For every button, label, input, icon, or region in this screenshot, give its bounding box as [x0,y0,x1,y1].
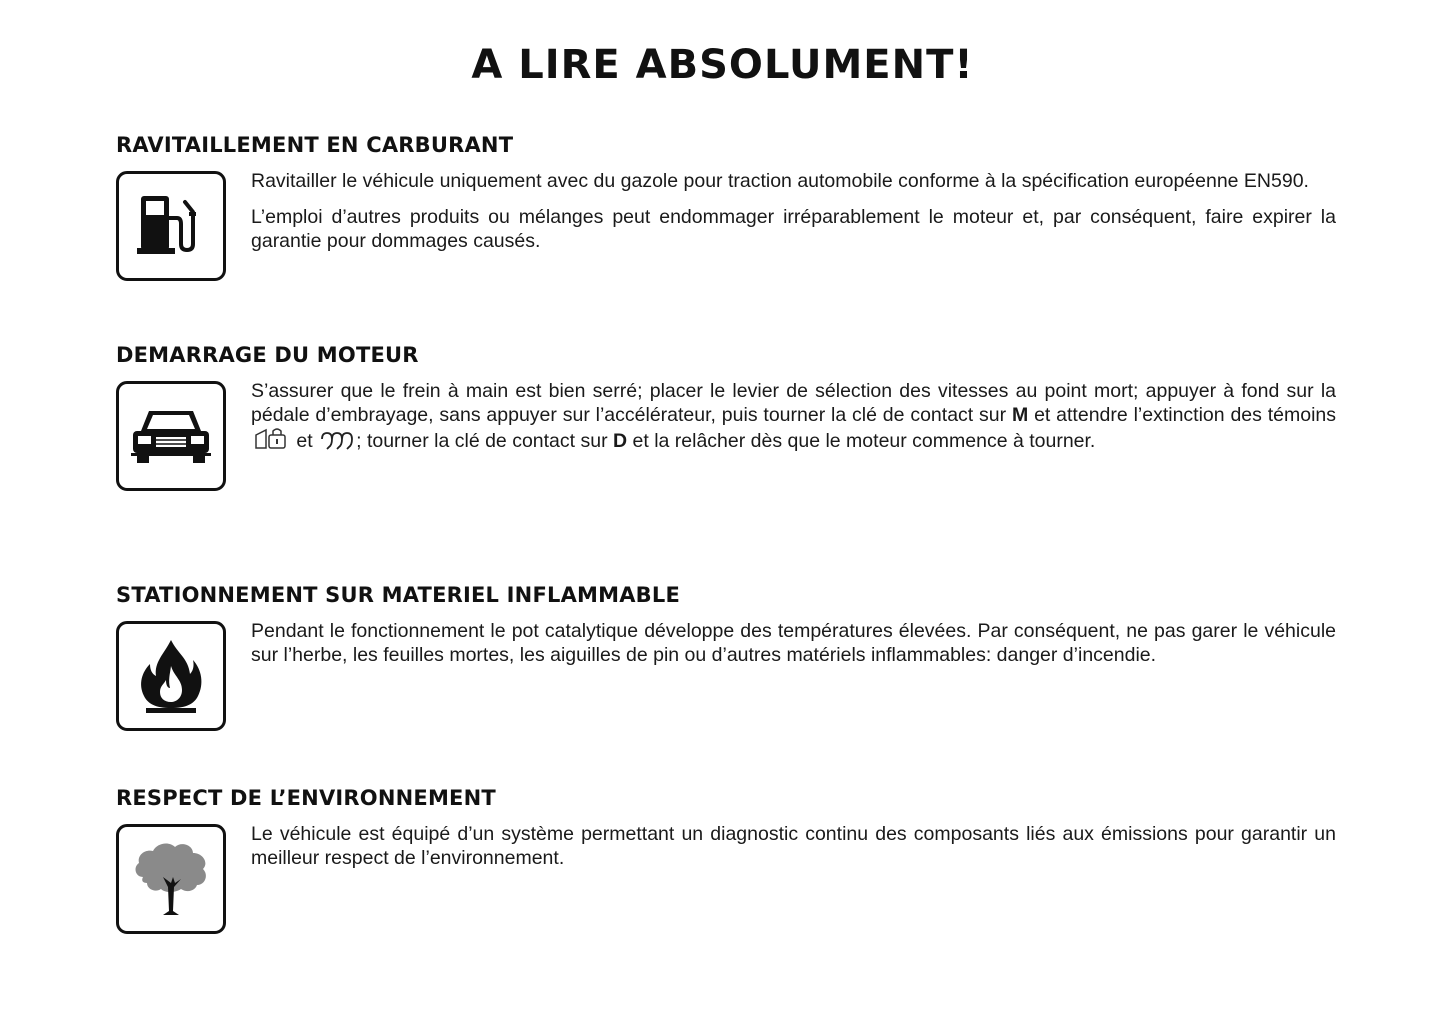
glow-plug-icon [320,431,354,457]
immobilizer-warning-icon [253,427,289,457]
section-body [251,379,1336,469]
page-title: A LIRE ABSOLUMENT! [471,42,974,88]
section-heading: DEMARRAGE DU MOTEUR [116,343,419,367]
section-heading: STATIONNEMENT SUR MATERIEL INFLAMMABLE [116,583,680,607]
section-engine-start [116,341,1338,452]
section-environment [116,784,1338,869]
paragraph: S’assurer que le frein à main est bien serré; placer le levier de sélection des vitesses au point mort; appuyer à fond sur la pédale d’embrayage, sans appuyer sur l’accélérateur, puis tourner la clé de contact sur M et attendre l’extinction des témoins et ; tourner la clé de contact sur D et la relâcher dès que le moteur commence à tourner. [251,379,1336,457]
car-front-icon [116,381,226,491]
section-body [251,822,1336,882]
section-flammable-parking [116,581,1338,666]
key-position-d: D [613,430,628,452]
paragraph: L’emploi d’autres produits ou mélanges peut endommager irréparablement le moteur et, par conséquent, faire expirer la garantie pour dommages causés. [251,206,1336,252]
paragraph: Le véhicule est équipé d’un système permettant un diagnostic continu des composants liés aux émissions pour garantir un meilleur respect de l’environnement. [251,823,1336,869]
tree-icon [116,824,226,934]
paragraph: Ravitailler le véhicule uniquement avec du gazole pour traction automobile conforme à la spécification européenne EN590. [251,170,1309,192]
section-fuel [116,131,1338,252]
flame-icon [116,621,226,731]
fuel-pump-icon [116,171,226,281]
section-heading: RAVITAILLEMENT EN CARBURANT [116,133,514,157]
key-position-m: M [1011,404,1029,426]
section-heading: RESPECT DE L’ENVIRONNEMENT [116,786,496,810]
paragraph: Pendant le fonctionnement le pot catalytique développe des températures élevées. Par conséquent, ne pas garer le véhicule sur l’herbe, les feuilles mortes, les aiguilles de pin ou d’autres matériels inflammables: danger d’incendie. [251,620,1336,666]
section-body [251,619,1336,679]
section-body [251,169,1336,265]
